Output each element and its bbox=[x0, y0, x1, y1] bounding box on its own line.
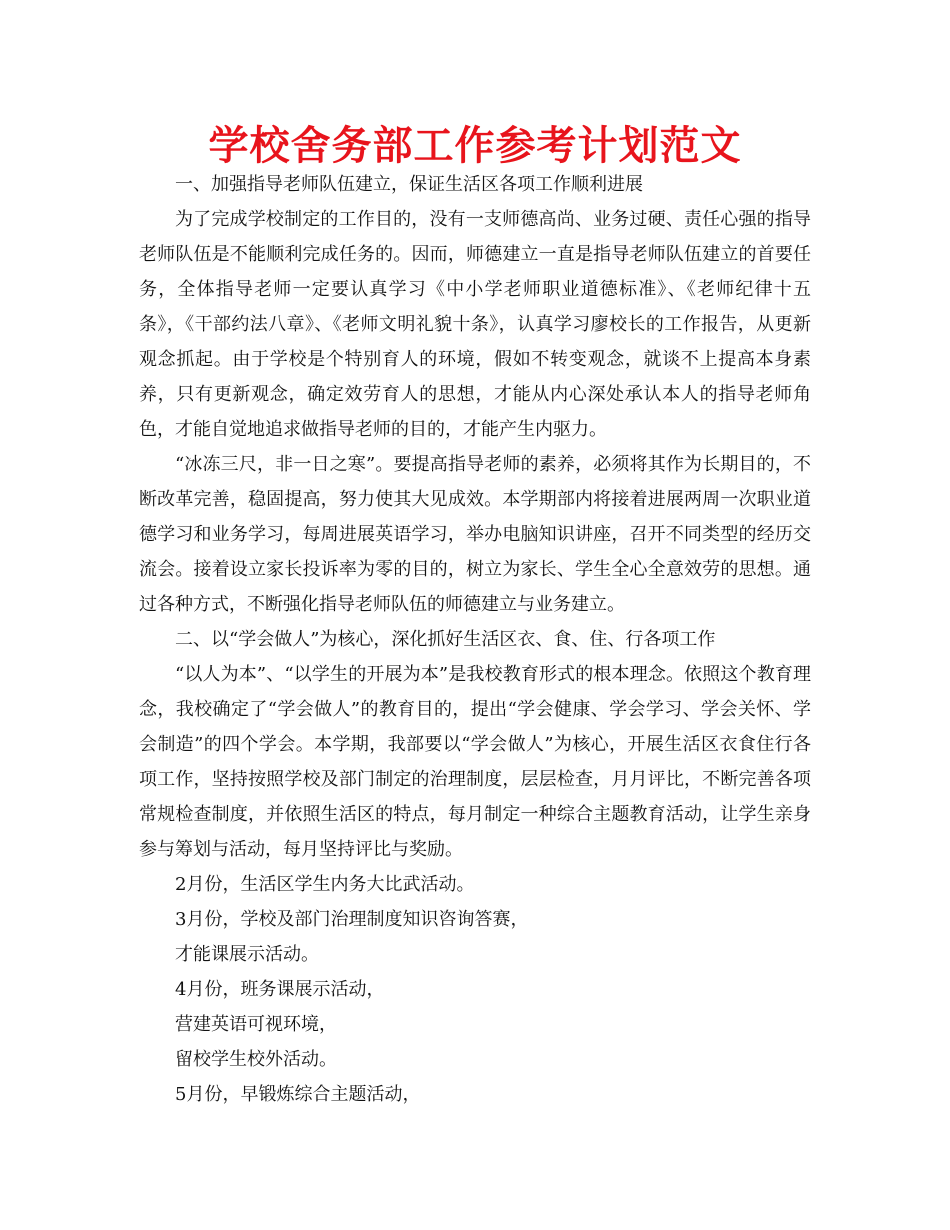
paragraph-3: “以人为本”、“以学生的开展为本”是我校教育形式的根本理念。依照这个教育理念，我校确定了“学会做人”的教育目的，提出“学会健康、学会学习、学会关怀、学会制造”的四个学会。本学期，我部要以“学会做人”为核心，开展生活区衣食住行各项工作，坚持按照学校及部门制定的治理制度，层层检查，月月评比，不断完善各项常规检查制度，并依照生活区的特点，每月制定一种综合主题教育活动，让学生亲身参与筹划与活动，每月坚持评比与奖励。 bbox=[139, 664, 811, 860]
list-item-apr-2: 营建英语可视环境， bbox=[175, 1014, 337, 1035]
list-item-apr: 4月份，班务课展示活动， bbox=[175, 979, 385, 1000]
document-title: 学校舍务部工作参考计划范文 bbox=[208, 122, 742, 169]
list-item-mar-2: 才能课展示活动。 bbox=[175, 944, 319, 965]
section-heading-2: 二、以“学会做人”为核心，深化抓好生活区衣、食、住、行各项工作 bbox=[175, 629, 716, 650]
section-heading-1: 一、加强指导老师队伍建立，保证生活区各项工作顺利进展 bbox=[175, 174, 643, 195]
list-item-mar: 3月份，学校及部门治理制度知识咨询答赛， bbox=[175, 909, 529, 930]
paragraph-2: “冰冻三尺，非一日之寒”。要提高指导老师的素养，必须将其作为长期目的，不断改革完善，稳固提高，努力使其大见成效。本学期部内将接着进展两周一次职业道德学习和业务学习，每周进展英语学习，举办电脑知识讲座，召开不同类型的经历交流会。接着设立家长投诉率为零的目的，树立为家长、学生全心全意效劳的思想。通过各种方式，不断强化指导老师队伍的师德建立与业务建立。 bbox=[139, 454, 811, 615]
list-item-feb: 2月份，生活区学生内务大比武活动。 bbox=[175, 874, 475, 895]
list-item-may: 5月份，早锻炼综合主题活动， bbox=[175, 1084, 421, 1105]
list-item-apr-3: 留校学生校外活动。 bbox=[175, 1049, 337, 1070]
document-body bbox=[139, 167, 811, 1112]
paragraph-1: 为了完成学校制定的工作目的，没有一支师德高尚、业务过硬、责任心强的指导老师队伍是不能顺利完成任务的。因而，师德建立一直是指导老师队伍建立的首要任务，全体指导老师一定要认真学习《中小学老师职业道德标准》、《老师纪律十五条》，《干部约法八章》、《老师文明礼貌十条》，认真学习廖校长的工作报告，从更新观念抓起。由于学校是个特别育人的环境，假如不转变观念，就谈不上提高本身素养，只有更新观念，确定效劳育人的思想，才能从内心深处承认本人的指导老师角色，才能自觉地追求做指导老师的目的，才能产生内驱力。 bbox=[139, 209, 811, 440]
